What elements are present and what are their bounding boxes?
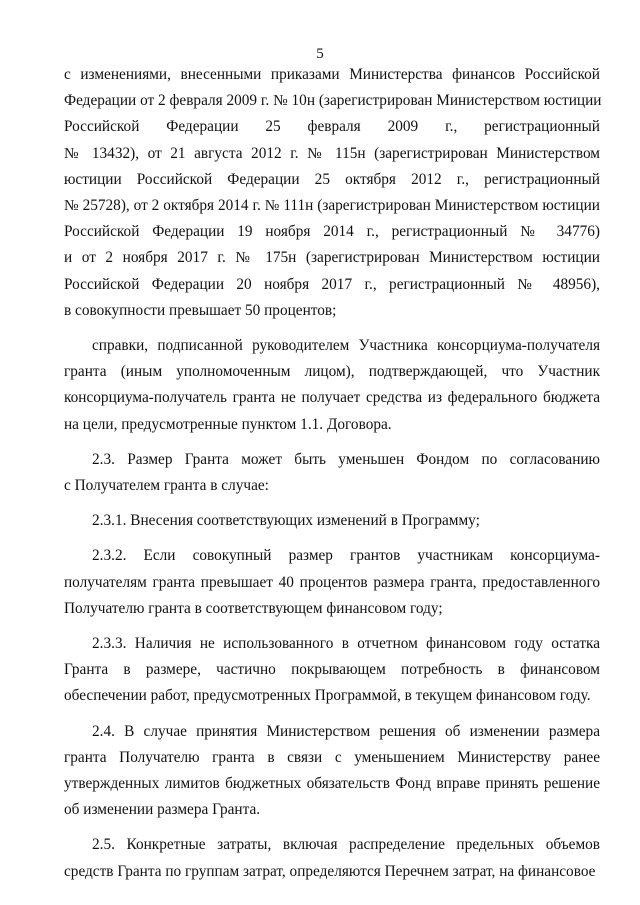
text-line: в совокупности превышает 50 процентов; <box>64 301 337 319</box>
paragraph <box>64 719 600 824</box>
text-line: об изменении размера Гранта. <box>64 801 261 819</box>
text-line: Российской Федерации 25 февраля 2009 г., регистрационный <box>64 118 600 136</box>
paragraph-gap <box>64 622 600 631</box>
text-line: юстиции Российской Федерации 25 октября 2012 г., регистрационный <box>64 170 600 188</box>
paragraph-gap <box>64 534 600 543</box>
paragraph <box>64 508 600 534</box>
text-line: 2.3. Размер Гранта может быть уменьшен Фондом по согласованию <box>92 450 600 468</box>
paragraph <box>64 631 600 710</box>
paragraph <box>64 333 600 438</box>
text-line: 2.3.2. Если совокупный размер грантов участникам консорциума- <box>92 547 600 565</box>
document-body <box>64 62 600 885</box>
text-line: № 13432), от 21 августа 2012 г. № 115н (зарегистрирован Министерством <box>64 144 600 162</box>
text-line: Гранта в размере, частично покрывающем потребность в финансовом <box>64 661 600 679</box>
paragraph <box>64 447 600 499</box>
text-line: Российской Федерации 19 ноября 2014 г., регистрационный № 34776) <box>64 223 600 241</box>
text-line: обеспечении работ, предусмотренных Программой, в текущем финансовом году. <box>64 687 591 705</box>
text-line: гранта (иным уполномоченным лицом), подтверждающей, что Участник <box>64 363 600 381</box>
text-line: с изменениями, внесенными приказами Министерства финансов Российской <box>64 66 600 83</box>
text-line: 2.4. В случае принятия Министерством решения об изменении размера <box>92 722 600 740</box>
text-line: получателям гранта превышает 40 процентов размера гранта, предоставленного <box>64 573 600 591</box>
text-line: и от 2 ноября 2017 г. № 175н (зарегистрирован Министерством юстиции <box>64 249 600 267</box>
paragraph <box>64 832 600 884</box>
paragraph-gap <box>64 823 600 832</box>
paragraph-gap <box>64 438 600 447</box>
text-line: справки, подписанной руководителем Участника консорциума-получателя <box>92 337 600 355</box>
paragraph-gap <box>64 499 600 508</box>
text-line: утвержденных лимитов бюджетных обязательств Фонд вправе принять решение <box>64 775 600 793</box>
text-line: 2.3.3. Наличия не использованного в отчетном финансовом году остатка <box>92 635 600 653</box>
page-number: 5 <box>316 46 324 62</box>
text-line: гранта Получателю гранта в связи с уменьшением Министерству ранее <box>64 748 600 766</box>
text-line: Федерации от 2 февраля 2009 г. № 10н (зарегистрирован Министерством юстиции <box>64 92 602 110</box>
text-line: на цели, предусмотренные пунктом 1.1. Договора. <box>64 415 392 433</box>
paragraph <box>64 543 600 622</box>
text-line: с Получателем гранта в случае: <box>64 477 269 495</box>
text-line: средств Гранта по группам затрат, определяются Перечнем затрат, на финансовое <box>64 862 596 880</box>
text-line: 2.5. Конкретные затраты, включая распределение предельных объемов <box>92 836 600 854</box>
paragraph-gap <box>64 324 600 333</box>
text-line: консорциума-получатель гранта не получает средства из федерального бюджета <box>64 389 600 407</box>
text-line: Получателю гранта в соответствующем финансовом году; <box>64 599 443 617</box>
paragraph <box>64 62 600 324</box>
text-line: 2.3.1. Внесения соответствующих изменений в Программу; <box>92 512 480 530</box>
text-line: Российской Федерации 20 ноября 2017 г., регистрационный № 48956), <box>64 275 600 293</box>
paragraph-gap <box>64 710 600 719</box>
text-line: № 25728), от 2 октября 2014 г. № 111н (зарегистрирован Министерством юстиции <box>64 197 600 215</box>
